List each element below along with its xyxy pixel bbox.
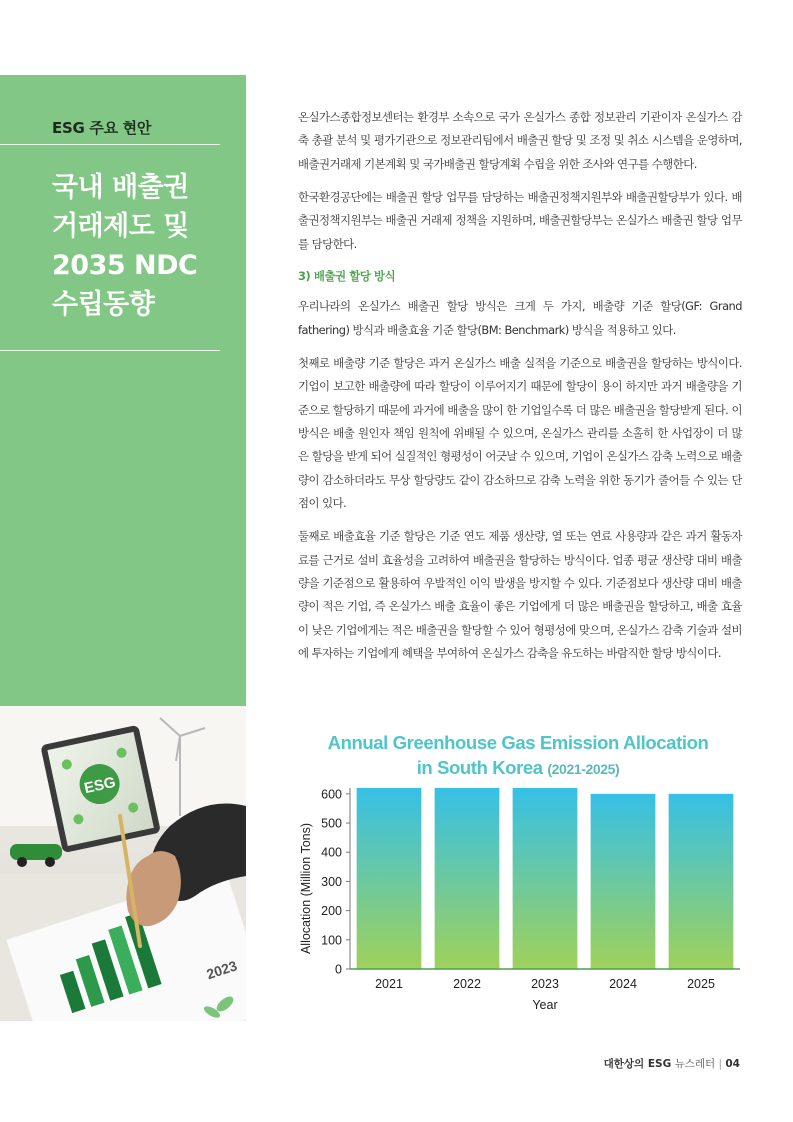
x-tick-label: 2022: [453, 977, 481, 991]
y-tick-label: 100: [321, 933, 342, 948]
article-body: [298, 106, 742, 675]
chart-svg: [288, 780, 748, 1020]
paragraph: 온실가스종합정보센터는 환경부 소속으로 국가 온실가스 종합 정보관리 기관이자 온실가스 감축 총괄 분석 및 평가기관으로 정보관리팀에서 배출권 할당 및 조정 및 취소 시스템을 운영하며, 배출권거래제 기본계획 및 국가배출권 할당계획 수립을 위한 조사와 연구를 수행한다.: [298, 110, 742, 171]
x-tick-label: 2021: [375, 977, 403, 991]
y-tick-label: 0: [335, 962, 342, 977]
chart-title-years: (2021-2025): [547, 761, 620, 777]
bar-2021: [357, 788, 422, 969]
divider-bottom: [0, 350, 220, 351]
x-axis-label: Year: [532, 998, 558, 1012]
section-subheading: 3) 배출권 할당 방식: [298, 269, 396, 284]
chart-title-main: in South Korea: [416, 757, 543, 778]
page-title: [52, 168, 232, 324]
x-tick-label: 2024: [609, 977, 637, 991]
chart-title-line2: [288, 755, 748, 782]
paragraph: 우리나라의 온실가스 배출권 할당 방식은 크게 두 가지, 배출량 기준 할당(GF: Grand fathering) 방식과 배출효율 기준 할당(BM: Benchmark) 방식을 적용하고 있다.: [298, 299, 742, 337]
paragraph: 둘째로 배출효율 기준 할당은 기준 연도 제품 생산량, 열 또는 연료 사용량과 같은 과거 활동자료를 근거로 설비 효율성을 고려하여 배출권을 할당하는 방식이다. 업종 평균 생산량 대비 배출량을 기준점으로 활용하여 우발적인 이익 발생을 방지할 수 있다. 기준점보다 생산량 대비 배출량이 적은 기업, 즉 온실가스 배출 효율이 좋은 기업에게 더 많은 배출권을 할당하고, 배출 효율이 낮은 기업에게는 적은 배출권을 할당할 수 있어 형평성에 맞으며, 온실가스 감축 기술과 설비에 투자하는 기업에게 혜택을 부여하여 온실가스 감축을 유도하는 바람직한 할당 방식이다.: [298, 529, 742, 661]
footer-newsletter: 뉴스레터: [674, 1058, 716, 1070]
divider-top: [0, 144, 220, 145]
bar-2022: [435, 788, 500, 969]
footer-separator: |: [718, 1058, 723, 1070]
y-tick-label: 200: [321, 904, 342, 919]
y-tick-label: 400: [321, 845, 342, 860]
x-tick-label: 2023: [531, 977, 559, 991]
y-tick-label: 300: [321, 874, 342, 889]
y-tick-label: 500: [321, 816, 342, 831]
footer-brand: 대한상의 ESG: [603, 1058, 672, 1070]
screen-esg-label: ESG: [82, 773, 118, 798]
x-tick-label: 2025: [687, 977, 715, 991]
esg-photo-illustration: [0, 706, 246, 1021]
bar-2024: [591, 794, 656, 969]
chart-title: [288, 730, 748, 782]
bar-2025: [669, 794, 734, 969]
section-label: ESG 주요 현안: [52, 119, 152, 137]
y-tick-label: 600: [321, 787, 342, 802]
title-line: 수립동향: [52, 289, 155, 320]
bar-2023: [513, 788, 578, 969]
title-line: 국내 배출권: [52, 172, 189, 203]
paragraph: 한국환경공단에는 배출권 할당 업무를 담당하는 배출권정책지원부와 배출권할당부가 있다. 배출권정책지원부는 배출권 거래제 정책을 지원하며, 배출권할당부는 온실가스 배출권 할당 업무를 담당한다.: [298, 189, 742, 251]
chart-title-line1: Annual Greenhouse Gas Emission Allocation: [327, 732, 709, 753]
page-footer: [540, 1056, 740, 1071]
allocation-bar-chart: [288, 780, 748, 1020]
page-number: 04: [725, 1058, 740, 1070]
y-axis-label: Allocation (Million Tons): [299, 822, 313, 955]
title-line: 거래제도 및: [52, 211, 189, 242]
paper-year-label: 2023: [204, 957, 240, 983]
esg-photo: [0, 706, 246, 1021]
title-line: 2035 NDC: [52, 250, 198, 281]
paragraph: 첫째로 배출량 기준 할당은 과거 온실가스 배출 실적을 기준으로 배출권을 할당하는 방식이다. 기업이 보고한 배출량에 따라 할당이 이루어지기 때문에 할당이 용이 하지만 과거 배출량을 기준으로 할당하기 때문에 과거에 배출을 많이 한 기업일수록 더 많은 배출권을 할당받게 된다. 이 방식은 배출 원인자 책임 원칙에 위배될 수 있으며, 온실가스 관리를 소홀히 한 사업장이 더 많은 할당을 받게 되어 실질적인 형평성이 어긋날 수 있으며, 기업이 온실가스 감축 노력으로 배출량이 감소하더라도 무상 할당량도 같이 감소하므로 감축 노력을 위한 동기가 줄어들 수 있는 단점이 있다.: [298, 355, 742, 511]
